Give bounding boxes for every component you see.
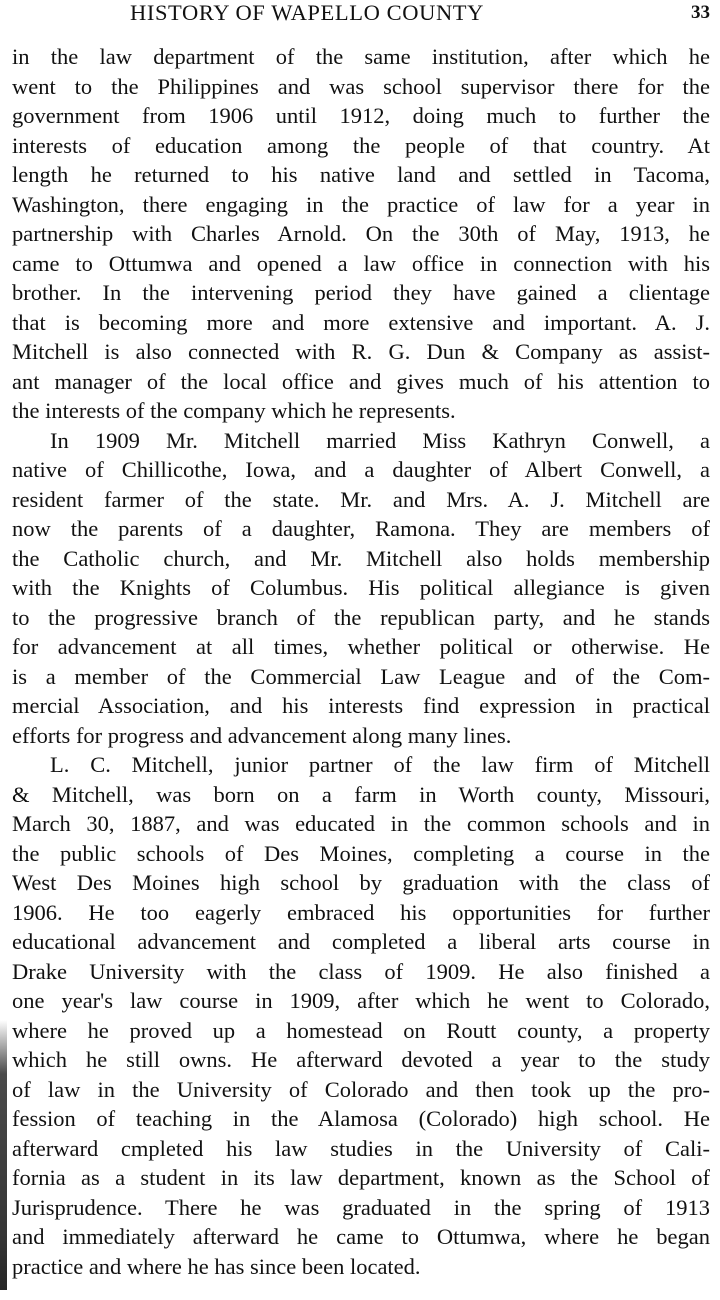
running-head-title: HISTORY OF WAPELLO COUNTY <box>130 0 484 25</box>
text-line: government from 1906 until 1912, doing much to further the <box>12 103 710 128</box>
text-line: ant manager of the local office and gives much of his attention to <box>12 368 710 394</box>
text-line: of law in the University of Colorado and then took up the pro- <box>12 1076 710 1102</box>
text-line: educational advancement and completed a liberal arts course in <box>12 929 710 954</box>
text-line: the Catholic church, and Mr. Mitchell also holds membership <box>12 545 710 571</box>
text-line: and immediately afterward he came to Ottumwa, where he began <box>12 1224 710 1249</box>
text-line: with the Knights of Columbus. His political allegiance is given <box>12 575 710 600</box>
text-line: partnership with Charles Arnold. On the 30th of May, 1913, he <box>12 221 710 246</box>
text-line: fornia as a student in its law department, known as the School of <box>12 1165 710 1190</box>
paragraph-end-line: the interests of the company which he represents. <box>12 398 456 423</box>
text-line: which he still owns. He afterward devoted a year to the study <box>12 1047 710 1072</box>
paragraph-end-line: efforts for progress and advancement along many lines. <box>12 722 512 748</box>
text-line: length he returned to his native land and settled in Tacoma, <box>12 162 710 187</box>
text-line: native of Chillicothe, Iowa, and a daughter of Albert Conwell, a <box>12 457 710 482</box>
text-line: & Mitchell, was born on a farm in Worth county, Missouri, <box>12 781 710 807</box>
text-line: Jurisprudence. There he was graduated in the spring of 1913 <box>12 1194 710 1220</box>
text-line: is a member of the Commercial Law League and of the Com- <box>12 663 710 689</box>
page-header <box>12 0 710 30</box>
text-line: interests of education among the people of that country. At <box>12 132 710 158</box>
body-text <box>12 42 710 1281</box>
text-line: the public schools of Des Moines, completing a course in the <box>12 840 710 866</box>
text-line: for advancement at all times, whether political or otherwise. He <box>12 634 710 659</box>
scan-margin-shadow <box>0 1020 7 1290</box>
text-line: Drake University with the class of 1909. He also finished a <box>12 958 710 984</box>
text-line: came to Ottumwa and opened a law office in connection with his <box>12 250 710 276</box>
text-line: fession of teaching in the Alamosa (Colorado) high school. He <box>12 1106 710 1131</box>
text-line: to the progressive branch of the republican party, and he stands <box>12 604 710 630</box>
text-line: mercial Association, and his interests find expression in practical <box>12 693 710 718</box>
text-line: Mitchell is also connected with R. G. Dun & Company as assist- <box>12 339 710 364</box>
text-line: West Des Moines high school by graduation with the class of <box>12 870 710 895</box>
text-line: afterward cmpleted his law studies in the University of Cali- <box>12 1135 710 1161</box>
text-line: resident farmer of the state. Mr. and Mrs. A. J. Mitchell are <box>12 486 710 512</box>
paragraph-start-line: L. C. Mitchell, junior partner of the law firm of Mitchell <box>50 752 710 777</box>
text-line: one year's law course in 1909, after which he went to Colorado, <box>12 988 710 1013</box>
text-line: brother. In the intervening period they have gained a clientage <box>12 280 710 305</box>
text-line: 1906. He too eagerly embraced his opportunities for further <box>12 899 710 925</box>
text-line: where he proved up a homestead on Routt county, a property <box>12 1017 710 1043</box>
page-number: 33 <box>691 2 710 23</box>
paragraph-start-line: In 1909 Mr. Mitchell married Miss Kathryn Conwell, a <box>50 427 710 453</box>
text-line: Washington, there engaging in the practice of law for a year in <box>12 191 710 217</box>
paragraph-end-line: practice and where he has since been located. <box>12 1253 421 1279</box>
text-line: went to the Philippines and was school supervisor there for the <box>12 73 710 99</box>
text-line: in the law department of the same institution, after which he <box>12 44 710 69</box>
text-line: March 30, 1887, and was educated in the common schools and in <box>12 811 710 836</box>
text-line: now the parents of a daughter, Ramona. They are members of <box>12 516 710 541</box>
text-line: that is becoming more and more extensive and important. A. J. <box>12 309 710 335</box>
